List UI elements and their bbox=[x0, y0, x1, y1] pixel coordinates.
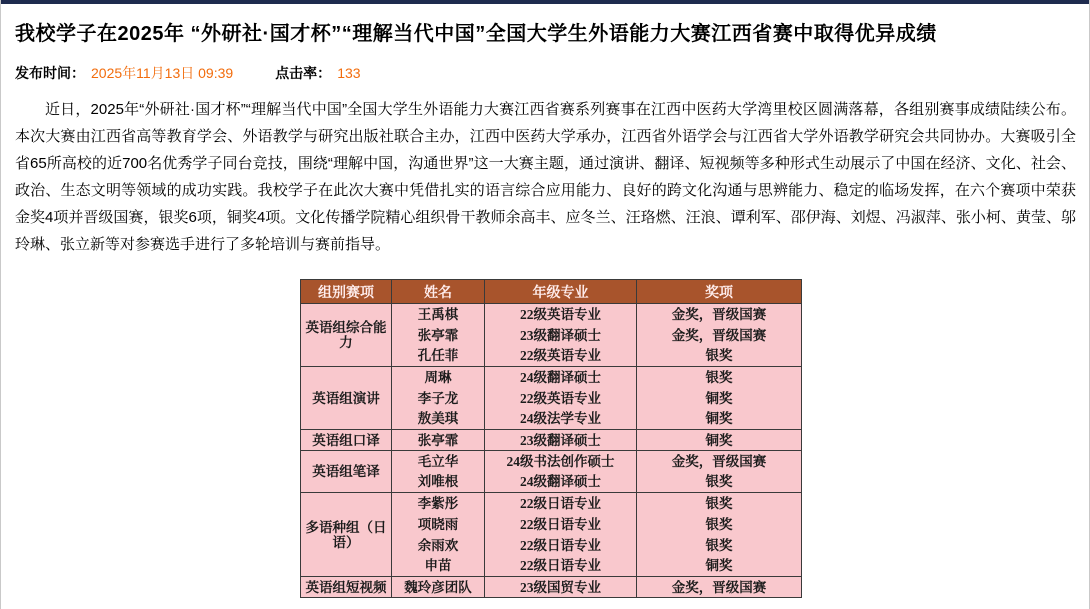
major-cell: 22级英语专业 bbox=[485, 388, 637, 409]
article-meta bbox=[15, 63, 1075, 83]
name-cell: 张亭霏 bbox=[392, 325, 485, 346]
award-cell: 铜奖 bbox=[637, 388, 802, 409]
group-name-cell: 多语种组（日语） bbox=[301, 493, 392, 577]
major-cell: 23级翻译硕士 bbox=[485, 325, 637, 346]
top-border-bar bbox=[1, 0, 1089, 4]
column-header: 组别赛项 bbox=[301, 280, 392, 304]
major-cell: 24级翻译硕士 bbox=[485, 472, 637, 493]
major-cell: 23级国贸专业 bbox=[485, 577, 637, 598]
major-cell: 22级日语专业 bbox=[485, 535, 637, 556]
clicks-value: 133 bbox=[337, 65, 361, 81]
name-cell: 孔任菲 bbox=[392, 346, 485, 367]
column-header: 姓名 bbox=[392, 280, 485, 304]
name-cell: 周琳 bbox=[392, 367, 485, 388]
table-row bbox=[301, 493, 802, 514]
name-cell: 王禹棋 bbox=[392, 304, 485, 325]
clicks-label: 点击率： bbox=[275, 65, 332, 81]
award-cell: 银奖 bbox=[637, 346, 802, 367]
award-cell: 银奖 bbox=[637, 493, 802, 514]
major-cell: 22级英语专业 bbox=[485, 346, 637, 367]
award-cell: 铜奖 bbox=[637, 409, 802, 430]
major-cell: 24级法学专业 bbox=[485, 409, 637, 430]
award-cell: 金奖，晋级国赛 bbox=[637, 325, 802, 346]
major-cell: 22级日语专业 bbox=[485, 514, 637, 535]
major-cell: 22级英语专业 bbox=[485, 304, 637, 325]
column-header: 奖项 bbox=[637, 280, 802, 304]
group-name-cell: 英语组短视频 bbox=[301, 577, 392, 598]
major-cell: 22级日语专业 bbox=[485, 493, 637, 514]
major-cell: 23级翻译硕士 bbox=[485, 430, 637, 451]
table-row bbox=[301, 304, 802, 325]
award-cell: 铜奖 bbox=[637, 556, 802, 577]
group-name-cell: 英语组综合能力 bbox=[301, 304, 392, 367]
major-cell: 24级翻译硕士 bbox=[485, 367, 637, 388]
publish-time-value: 2025年11月13日 09:39 bbox=[91, 65, 234, 81]
column-header: 年级专业 bbox=[485, 280, 637, 304]
name-cell: 敖美琪 bbox=[392, 409, 485, 430]
major-cell: 24级书法创作硕士 bbox=[485, 451, 637, 472]
group-name-cell: 英语组演讲 bbox=[301, 367, 392, 430]
table-row bbox=[301, 367, 802, 388]
award-cell: 金奖，晋级国赛 bbox=[637, 451, 802, 472]
award-cell: 银奖 bbox=[637, 535, 802, 556]
name-cell: 项晓雨 bbox=[392, 514, 485, 535]
name-cell: 毛立华 bbox=[392, 451, 485, 472]
awards-table-body bbox=[301, 304, 802, 598]
award-cell: 银奖 bbox=[637, 472, 802, 493]
table-row bbox=[301, 577, 802, 598]
table-row bbox=[301, 430, 802, 451]
name-cell: 魏玲彦团队 bbox=[392, 577, 485, 598]
name-cell: 李子龙 bbox=[392, 388, 485, 409]
header-row bbox=[301, 280, 802, 304]
page-title: 我校学子在2025年 “外研社·国才杯”“理解当代中国”全国大学生外语能力大赛江西省赛中取得优异成绩 bbox=[15, 23, 937, 45]
award-cell: 银奖 bbox=[637, 367, 802, 388]
awards-table-head bbox=[301, 280, 802, 304]
article-body-paragraph: 近日，2025年“外研社·国才杯”“理解当代中国”全国大学生外语能力大赛江西省赛系列赛事在江西中医药大学湾里校区圆满落幕，各组别赛事成绩陆续公布。本次大赛由江西省高等教育学会、外语教学与研究出版社联合主办，江西中医药大学承办，江西省外语学会与江西省大学外语教学研究会共同协办。大赛吸引全省65所高校的近700名优秀学子同台竞技，围绕“理解中国，沟通世界”这一大赛主题，通过演讲、翻译、短视频等多种形式生动展示了中国在经济、文化、社会、政治、生态文明等领域的成功实践。我校学子在此次大赛中凭借扎实的语言综合应用能力、良好的跨文化沟通与思辨能力、稳定的临场发挥，在六个赛项中荣获金奖4项并晋级国赛，银奖6项，铜奖4项。文化传播学院精心组织骨干教师余高丰、应冬兰、汪珞燃、汪浪、谭利军、邵伊海、刘煜、冯淑萍、张小柯、黄莹、邬玲琳、张立新等对参赛选手进行了多轮培训与赛前指导。 bbox=[15, 101, 1076, 253]
name-cell: 申苗 bbox=[392, 556, 485, 577]
award-cell: 银奖 bbox=[637, 514, 802, 535]
group-name-cell: 英语组笔译 bbox=[301, 451, 392, 493]
major-cell: 22级日语专业 bbox=[485, 556, 637, 577]
award-cell: 铜奖 bbox=[637, 430, 802, 451]
group-name-cell: 英语组口译 bbox=[301, 430, 392, 451]
name-cell: 刘唯根 bbox=[392, 472, 485, 493]
table-row bbox=[301, 451, 802, 472]
name-cell: 余雨欢 bbox=[392, 535, 485, 556]
name-cell: 张亭霏 bbox=[392, 430, 485, 451]
award-cell: 金奖，晋级国赛 bbox=[637, 304, 802, 325]
name-cell: 李紫彤 bbox=[392, 493, 485, 514]
award-cell: 金奖，晋级国赛 bbox=[637, 577, 802, 598]
awards-table bbox=[300, 279, 802, 598]
publish-time-label: 发布时间： bbox=[15, 65, 85, 81]
